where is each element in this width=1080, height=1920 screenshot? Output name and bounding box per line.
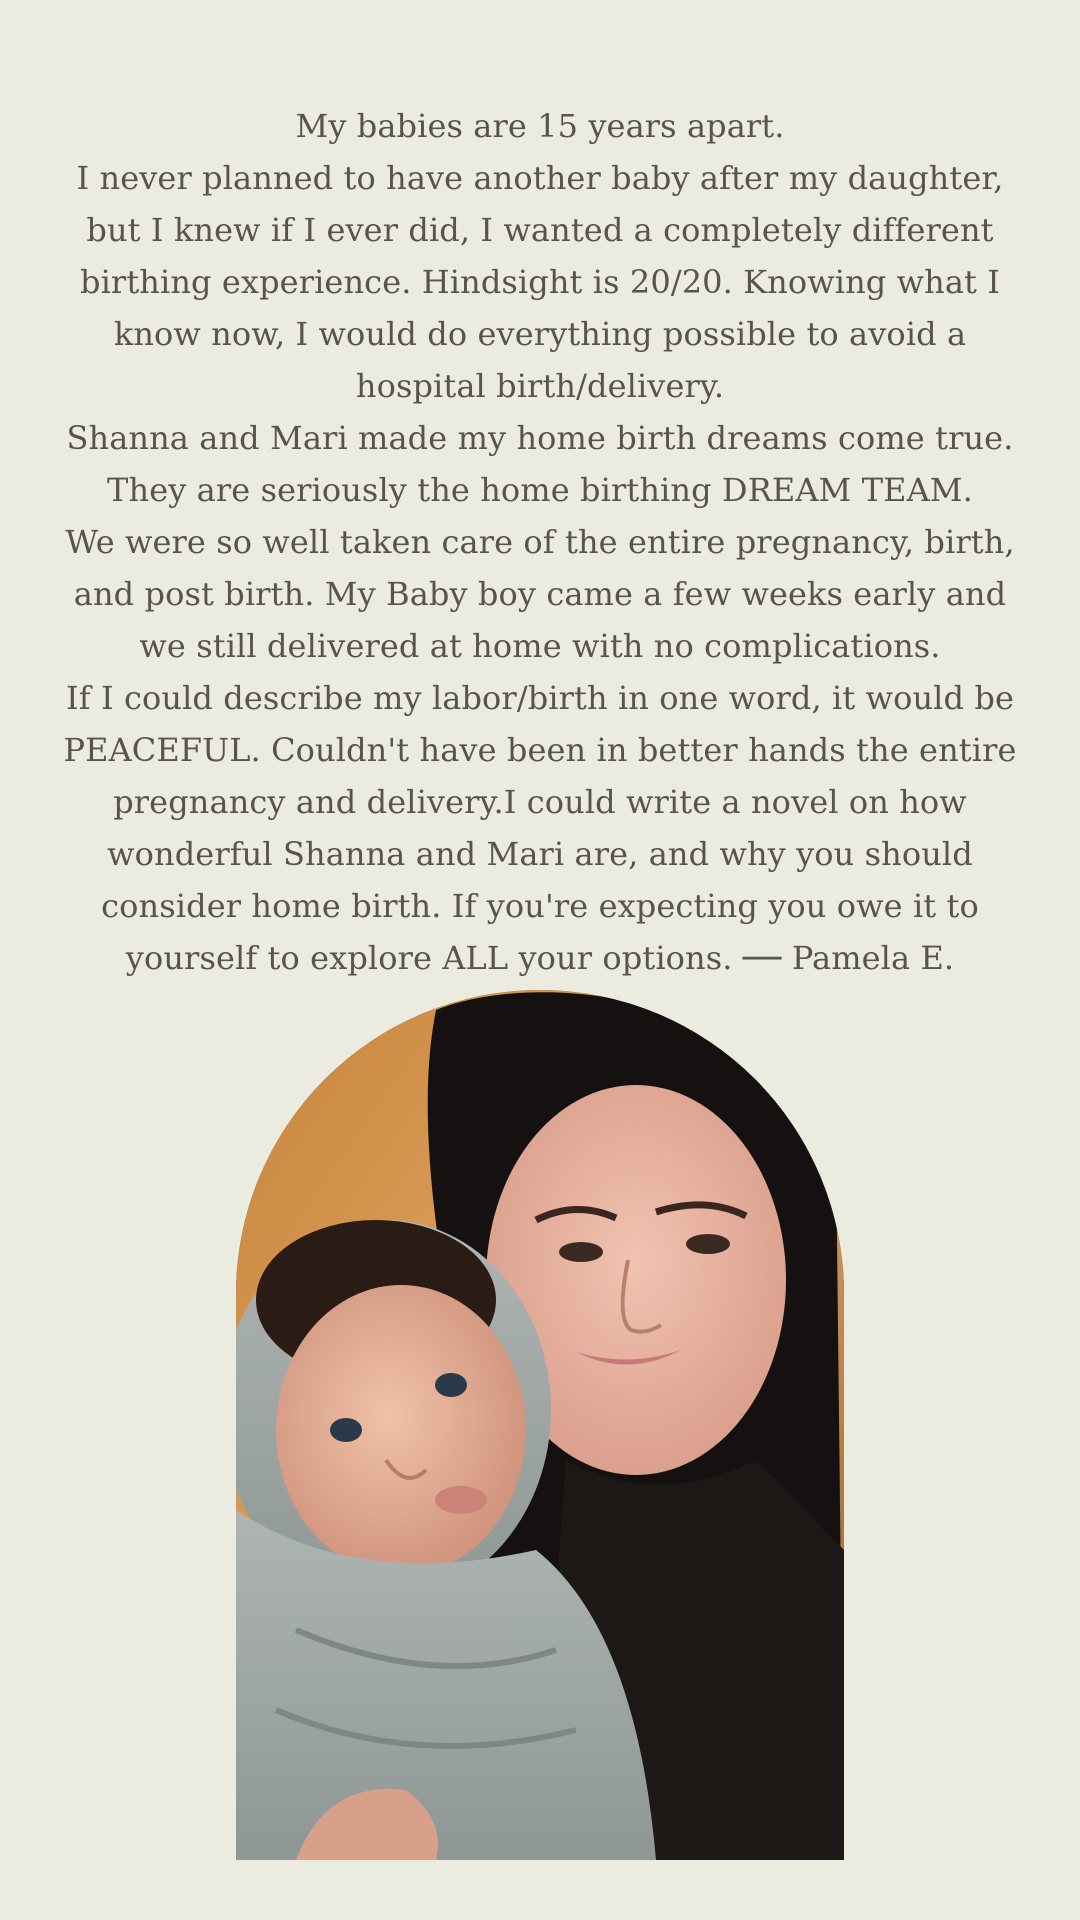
- testimonial-paragraph-1: My babies are 15 years apart.: [295, 107, 785, 145]
- testimonial-paragraph-2: I never planned to have another baby after my daughter, but I knew if I ever did, I wanted a completely different birthing experience. Hindsight is 20/20. Knowing what I know now, I would do everything possible to avoid a hospital birth/delivery.: [76, 159, 1004, 405]
- testimonial-paragraph-5: If I could describe my labor/birth in one word, it would be PEACEFUL. Couldn't have been in better hands the entire pregnancy and delivery.I could write a novel on how wonderful Shanna and Mari are, and why you should consider home birth. If you're expecting you owe it to yourself to explore ALL your options. ── Pamela E.: [63, 679, 1017, 977]
- mother-and-baby-photo: [236, 990, 844, 1860]
- testimonial-paragraph-3: Shanna and Mari made my home birth dreams come true. They are seriously the home birthing DREAM TEAM.: [66, 419, 1014, 509]
- testimonial-text: [50, 100, 1030, 984]
- photo-illustration: [236, 990, 844, 1860]
- testimonial-paragraph-4: We were so well taken care of the entire pregnancy, birth, and post birth. My Baby boy came a few weeks early and we still delivered at home with no complications.: [65, 523, 1015, 665]
